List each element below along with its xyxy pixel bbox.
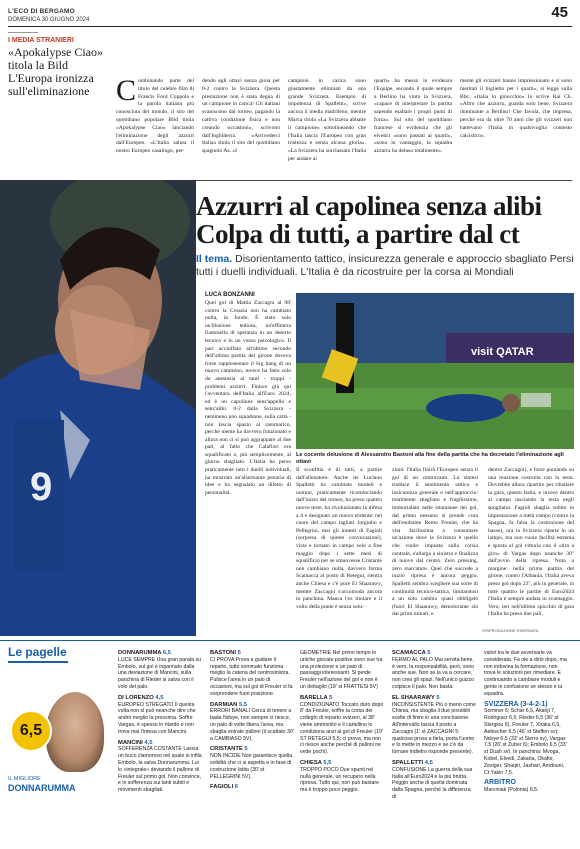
pagella-vote: 5: [242, 746, 248, 753]
kicker-rule: [8, 32, 38, 33]
pagella-entry: [210, 746, 294, 780]
pagelle-column-2: [210, 650, 294, 795]
pagella-vote: 6: [233, 784, 239, 791]
pagella-text: TROPPO POCO Due spunti nel nulla generale, un recupero nella ripresa. Tutto qui, non può bastare ma è troppo poco peggio.: [300, 766, 380, 794]
pagella-text: LUCE SEMPRE Una gran parata su Embolo, sul gol è ingannato dalla una deviazione di Mancini, sulla panchina di Rieder si salva con il volo del palo.: [118, 656, 202, 690]
headline-line-1: Azzurri al capolinea senza alibi: [196, 191, 542, 221]
pagella-text: GEOMETRIE Nel primo tempo le uniche giocate positive sono sue tra una proiezione e un paio di passaggi interessanti. Si perde Freuler nell'azione del gol e non è un dettaglio (18' st FRATTESI 5V): [300, 650, 383, 690]
pagella-entry: [484, 650, 568, 698]
pagella-player-name: DI LORENZO 4,5: [118, 694, 164, 701]
byline: LUCA BONZANNI: [205, 292, 255, 298]
pagella-entry: [210, 702, 294, 743]
pagella-vote: 5,5: [321, 759, 332, 766]
pagella-player-name: SPALLETTI 4,5: [392, 759, 433, 766]
pagella-entry: [300, 760, 384, 794]
pagella-entry: [118, 650, 202, 691]
best-vote-badge: 6,5: [10, 710, 52, 752]
masthead: [8, 8, 89, 24]
pagella-player-name: FAGIOLI 6: [210, 784, 239, 791]
article-col-1: Quel gol di Mattia Zaccagni al 98' contro la Croazia non ha cambiato nulla, in fondo. È stato solo un'illusione tediosa, un'effimera fiammella di speranza in un deserto tecnico e in un vuoto psicologico. Il pari acciuffato all'ultimo secondo dell'ultima partita del girone doveva forse rappresentare il big bang di un nuovo cammino, invece ha fatto solo da anestesia al tanti - troppi - problemi azzurri. Finisce giù qui l'avventura dell'Italia all'Euro 2024, ed è un capolinea senz'appello e senz'alibi. 0-2 dalla Svizzera - nemmeno uno squadrone, sulla carta - non lascia spazio al rammarico, perché niente ha davvero funzionato e allora non ci si può aggrappare al due pali, al fatto che Calafiori era squalificato o, più semplicemente, al giorno sbagliato. L'Italia ha perso praticamente tutti i duelli individuali, ha mostrato un'allarmante penuria di idee e ha segnalato un difetto di personalità.: [205, 300, 291, 496]
header-rule: [8, 26, 572, 27]
headline-line-2: Colpa di tutti, a partire dal ct: [196, 219, 520, 249]
issue-date: DOMENICA 30 GIUGNO 2024: [8, 17, 90, 23]
pagella-entry: [210, 784, 294, 791]
player-photo: [0, 180, 196, 636]
pagella-vote: 6,5: [161, 650, 171, 656]
pagella-entry: [392, 650, 476, 691]
pagella-entry: [484, 780, 568, 794]
pagella-entry: [300, 695, 384, 756]
pagelle-column-1: [118, 650, 202, 798]
top-article-col-4: quarti» ha messo in evidenza l'Equipe, secondo il quale sempre a Berlino ha vinto la Svizzera, «capace di interpretare la partita sapendo esaltare i propri punti di forza». Sul sito del quotidiano francese si evidenzia che gli elvetici «sono passati ai quarti», «sono in vantaggio, la squadra azzurra ha deluso totalmente».: [374, 78, 452, 155]
pagella-vote: 4,5: [153, 694, 164, 701]
top-col-1-text: ombinando parte del titolo del celebre film di Francis Ford Coppola e la parola italiana più conosciuta del mondo, il sito del quotidiano popolare Bild titola «Apokalypse Ciao» lanciando l'eliminazione degli azzurri dall'Europeo. «L'Italia saluta il nostro Europeo casalingo, per-: [116, 78, 194, 155]
pagella-text: Marciniak (Polonia) 6,5.: [484, 787, 539, 794]
pagella-text: CONFUSIONE La guerra della sua Italia all'Euro2024 è la più brutta. Peggio anche di quella dominata dalla Spagna, perché la differenza di: [392, 766, 473, 800]
subhead-lead: Il tema.: [196, 253, 233, 265]
svg-text:9: 9: [30, 465, 53, 509]
pagella-entry: [300, 650, 384, 691]
subheadline: [196, 253, 576, 279]
copyright-credit: ©RIPRODUZIONE RISERVATA: [482, 628, 539, 633]
pagella-text: INCONSISTENTE Più o meno come Chiesa, ma sbaglia il due possibili scelte di finire in una conclusione. All'intervallo lascia il posto a Zaccagni (1' st ZACCAGNI 5: qualcosa prova a farla, porta l'uomo e lo mette in mezzo e se c'è da tornare indietro risponde presente).: [392, 701, 476, 756]
paper-name: L'ECO DI BERGAMO: [8, 8, 75, 15]
pagella-vote: 5: [434, 694, 440, 701]
pagella-player-name: BARELLA 5: [300, 694, 333, 701]
pagella-text: valori tra le due avversarie va considerata. Fa ole a dirlo dopo, ma non indovina la formazione, non trova le soluzioni per rimediare. E continuando a cambiare moduli e gente in confusione se stesso e la squadra.: [484, 650, 567, 697]
pagella-vote: 4,5: [142, 739, 153, 746]
pagella-player-name: SVIZZERA (3-4-2-1): [484, 700, 548, 708]
pagella-vote: 4,5: [423, 759, 433, 766]
best-player-name: DONNARUMMA: [8, 783, 76, 793]
svg-text:visit QATAR: visit QATAR: [471, 346, 534, 358]
page-number: 45: [551, 4, 568, 21]
pagella-entry: [392, 695, 476, 756]
top-article-col-1: [116, 74, 194, 156]
pagella-text: SOFFERENZA COSTANTE Lascia un buco clamoroso nel quale si infila Embolo, la salva Donnarumma. Lui lo «integrale» deviando il pallone di Freuler sul primo gol. Non convince, e in sofferenza sui tanti subiti e movimenti sbagliati.: [118, 746, 202, 794]
pagella-player-name: MANCINI 4,5: [118, 739, 153, 746]
article-col-4: dentro Zaccagni), e forse puntando su una reazione costruita con la testa. Dovrebbe allora ripartire per ribaltare la gara, questo Italia, e invece dentro al campo lasciando la testa negli spogliatoi. Fagioli sbaglia subito in impostazione a metà campo (contro la Spagna, fa falsa la costruzione del basso), ora la Svizzera riparte in un lampo, ma non vuole facilità estrema e sposta al gol vittoria con il «tiro a giro» di Vargas dopo neanche 30'' dall'avvio della ripresa. Nota a margine: nella prima partita del girone, contro l'Albania, l'Italia aveva preso gol dopo 23'', più in generale, in tutte quattro le partite di Euro2024 l'Italia è sempre andata in svantaggio. Vero, ieri nell'ultimo spicchio di gara l'Italia ha preso due pali,: [488, 467, 574, 618]
pagella-entry: [118, 695, 202, 736]
pagelle-column-5: [484, 650, 568, 798]
main-headline: [196, 192, 576, 248]
top-article-col-3: campioni in carica sono giustamente eliminati da una grande Svizzera. Esempio di impotenza di Spalletti», scrive ancora il media madrileno, mentre Marca titola «La Svizzera abbatte il campione» sottolineando che l'Italia lascia l'Europeo con gran tristezza e senza alcuna gloria». «La Svizzera ha surclassato l'Italia per andare ai: [288, 78, 366, 162]
dropcap: C: [116, 74, 137, 107]
pagella-text: ERRORI BANALI Cerca di tenere a bada Ndoye, non sempre ci riesce, un paio di volte libera l'area, ma sbaglia entrate palloni (il scattato 30' a CAMBIASO 5V).: [210, 708, 294, 742]
best-label: IL MIGLIORE: [8, 776, 41, 782]
pagella-text: NON INCIDE Non garantisce quella solidità che ci si aspetta e in fase di costruzione latita (30' st PELLEGRINI 5V).: [210, 753, 293, 780]
top-article-title: «Apokalypse Ciao» titola la Bild L'Europa ironizza sull'eliminazione: [8, 45, 103, 98]
pagella-entry: [210, 650, 294, 698]
pagella-vote: 5: [235, 650, 241, 656]
pagella-player-name: ARBITRO: [484, 779, 516, 787]
pagella-vote: 5: [425, 650, 431, 656]
photo-caption: Le cocente delusione di Alessandro Bastoni alla fine della partita che ha decretato l'eliminazione agli ottavi: [296, 452, 564, 465]
pagella-player-name: EL SHAARAWY 5: [392, 694, 440, 701]
pagella-text: EUROPEO STREGATO Il questa volta non si può neanche dire che andrò meglio la prossima. Soffre Vargas, è spesso in ritardo e non trova mai l'intesa con Mancini.: [118, 701, 196, 735]
pagella-entry: [484, 702, 568, 777]
pagella-text: CI PROVA Prova a guidare il reparto, tutto sommato funziona meglio la catena del centrosinistra. Pulisce l'area in un paio di occasioni, ma sul gol di Freuler si fa sorprendere fuori posizione.: [210, 656, 293, 697]
pagella-player-name: DARMIAN 5,5: [210, 701, 248, 708]
article-col-2: Il sconfitta è di tutti, a partire dall'allenatore. Anche lei Luciano Spalletti ha cambiato moduli e uomini, praticamente ricominciando dall'inizio del torneo, ha preso quattro nuove teste, ha rivoluzionato la difesa a 4 e designato un nuovo tridente: nel cuore del campo tagliati Jorginho e Pellegrini, mai gli innesti di Fagioli (sorpresa di queste convocazioni), vista e tornato in campo solo a fine maggio dopo i sette mesi di squalifica) per se smuovesse Cristante non cambiano nulla, davvero forma Scamacca al posto di Retegui, rientra anche Chiesa e c'è pure El Shaarawy, mentre Zaccagni s'accomoda ancora in panchina. Manca l'ex titolare e il volto della punte è senza solu-: [296, 467, 382, 610]
pagella-text: CONDIZIONATO Toccato duro dopo 8' da Freuler, soffre la corsa dei colleghi di reparto svizzeri, al 38' viene ammonito e il cartellino lo condiziona anzi al gol di Freuler (19' ST RETEGUI 5,5; ci prova, ma non ci riesce anche perché di palloni ne vede pochi).: [300, 701, 384, 756]
pagelle-rule: [0, 640, 580, 641]
article-col-3: zioni: l'Italia finirà l'Europeo senza il gol di un centravanti. La sintesi tradisce il sentimento tattico e insicurezza generale e nell'approccio: totalmente sbagliato e fragilissimo, immortalato nelle istantanee dei gol, dal primo nessuno si prende cura dell'esultante Remo Freuler, che ha vita facilissima a consumare un'azione dove la Svizzera è quello che vuole: imposta sulla corsia centrale, s'allarga a sinistra e finalizza di nuovo dal centro. Zero pressing, zero marcature. Quel che succede a inizio ripresa è ancora peggio. Spalletti sembra scegliere sua sorte di continuità tecnico-tattica, limitandosi a un solo cambio quasi obbligato (fuori El Shaarawy, demolorante sin dai primi minuti, e: [392, 467, 478, 618]
pagella-player-name: CHIESA 5,5: [300, 759, 332, 766]
pagella-player-name: CRISTANTE 5: [210, 746, 248, 753]
pagella-vote: 5: [327, 694, 333, 701]
pagella-player-name: DONNARUMMA 6,5: [118, 650, 171, 656]
subhead-text: Disorientamento tattico, insicurezza generale e approccio sbagliato Persi tutti i duelli individuali. L'Italia è da ricostruire per la corsa ai Mondiali: [196, 253, 574, 278]
player-photo-illustration: [0, 180, 196, 636]
pagelle-underline: [8, 661, 68, 663]
top-article-header: [8, 32, 110, 98]
pagella-player-name: BASTONI 5: [210, 650, 241, 656]
pagella-entry: [392, 760, 476, 801]
pagella-vote: 5,5: [237, 701, 248, 708]
match-photo-illustration: [296, 293, 574, 449]
match-photo: [296, 293, 574, 449]
pagella-player-name: SCAMACCA 5: [392, 650, 431, 656]
top-article-col-2: dendo agli ottavi senza gioia per 0-2 contro la Svizzera. Questa prestazione non è stata degna di un campione in carica! Gli italiani svaniscono dal torneo, pagando la cattiva condizione fisica e non creando occasioni», scrivono dall'Inghilterra. «Arrivederci Italia» titola il sito del quotidiano spagnolo As. «I: [202, 78, 280, 155]
pagella-entry: [118, 740, 202, 794]
top-article-col-5: mente gli svizzeri hanno impressionato e si sono meritati il biglietto per i quarti», si legge sulla Bbc. «Italia in ginocchio» lo scrive Rai Ch. «Altro che azzurro, guarda solo bene. Svizzera dominante a Berlino! Che favola, che impresa, perché era da oltre 70 anni che gli svizzeri non battevano l'Italia in qualsivoglia contesto calcistico».: [460, 78, 572, 139]
pagelle-column-4: [392, 650, 476, 805]
pagella-text: Sommer 6; Schar 6,5, Akanji 7, Rodriguez 6,5; Rieder 6,5 (36' st Stergiou 6), Freuler 7, Xhaka 6,5, Aebischer 6,5 (46' st Steffen sv); Ndoye 6,5 (33' st Sierro sv), Vargas 7,5 (26' st Zuber 6); Embolo 6,5 (33' st Duah sv). In panchina: Mvoga, Kobel, Elvedi, Zakaria, Okafor, Zesiger, Shaqiri, Jashari, Amdouni. Ct Yakin 7,5.: [484, 708, 567, 776]
kicker: I MEDIA STRANIERI: [8, 37, 74, 44]
best-player-photo: [46, 692, 104, 772]
pagelle-title: Le pagelle: [8, 645, 67, 659]
pagelle-column-3: [300, 650, 384, 798]
pagella-text: FERMO AL PALO Mai servita bene, è vero, la responsabilità, però, sono anche sue. Non se la va a cercare, non crea gli spazi. Nell'unico guizzo colpisce il palo. Non basta.: [392, 656, 475, 690]
